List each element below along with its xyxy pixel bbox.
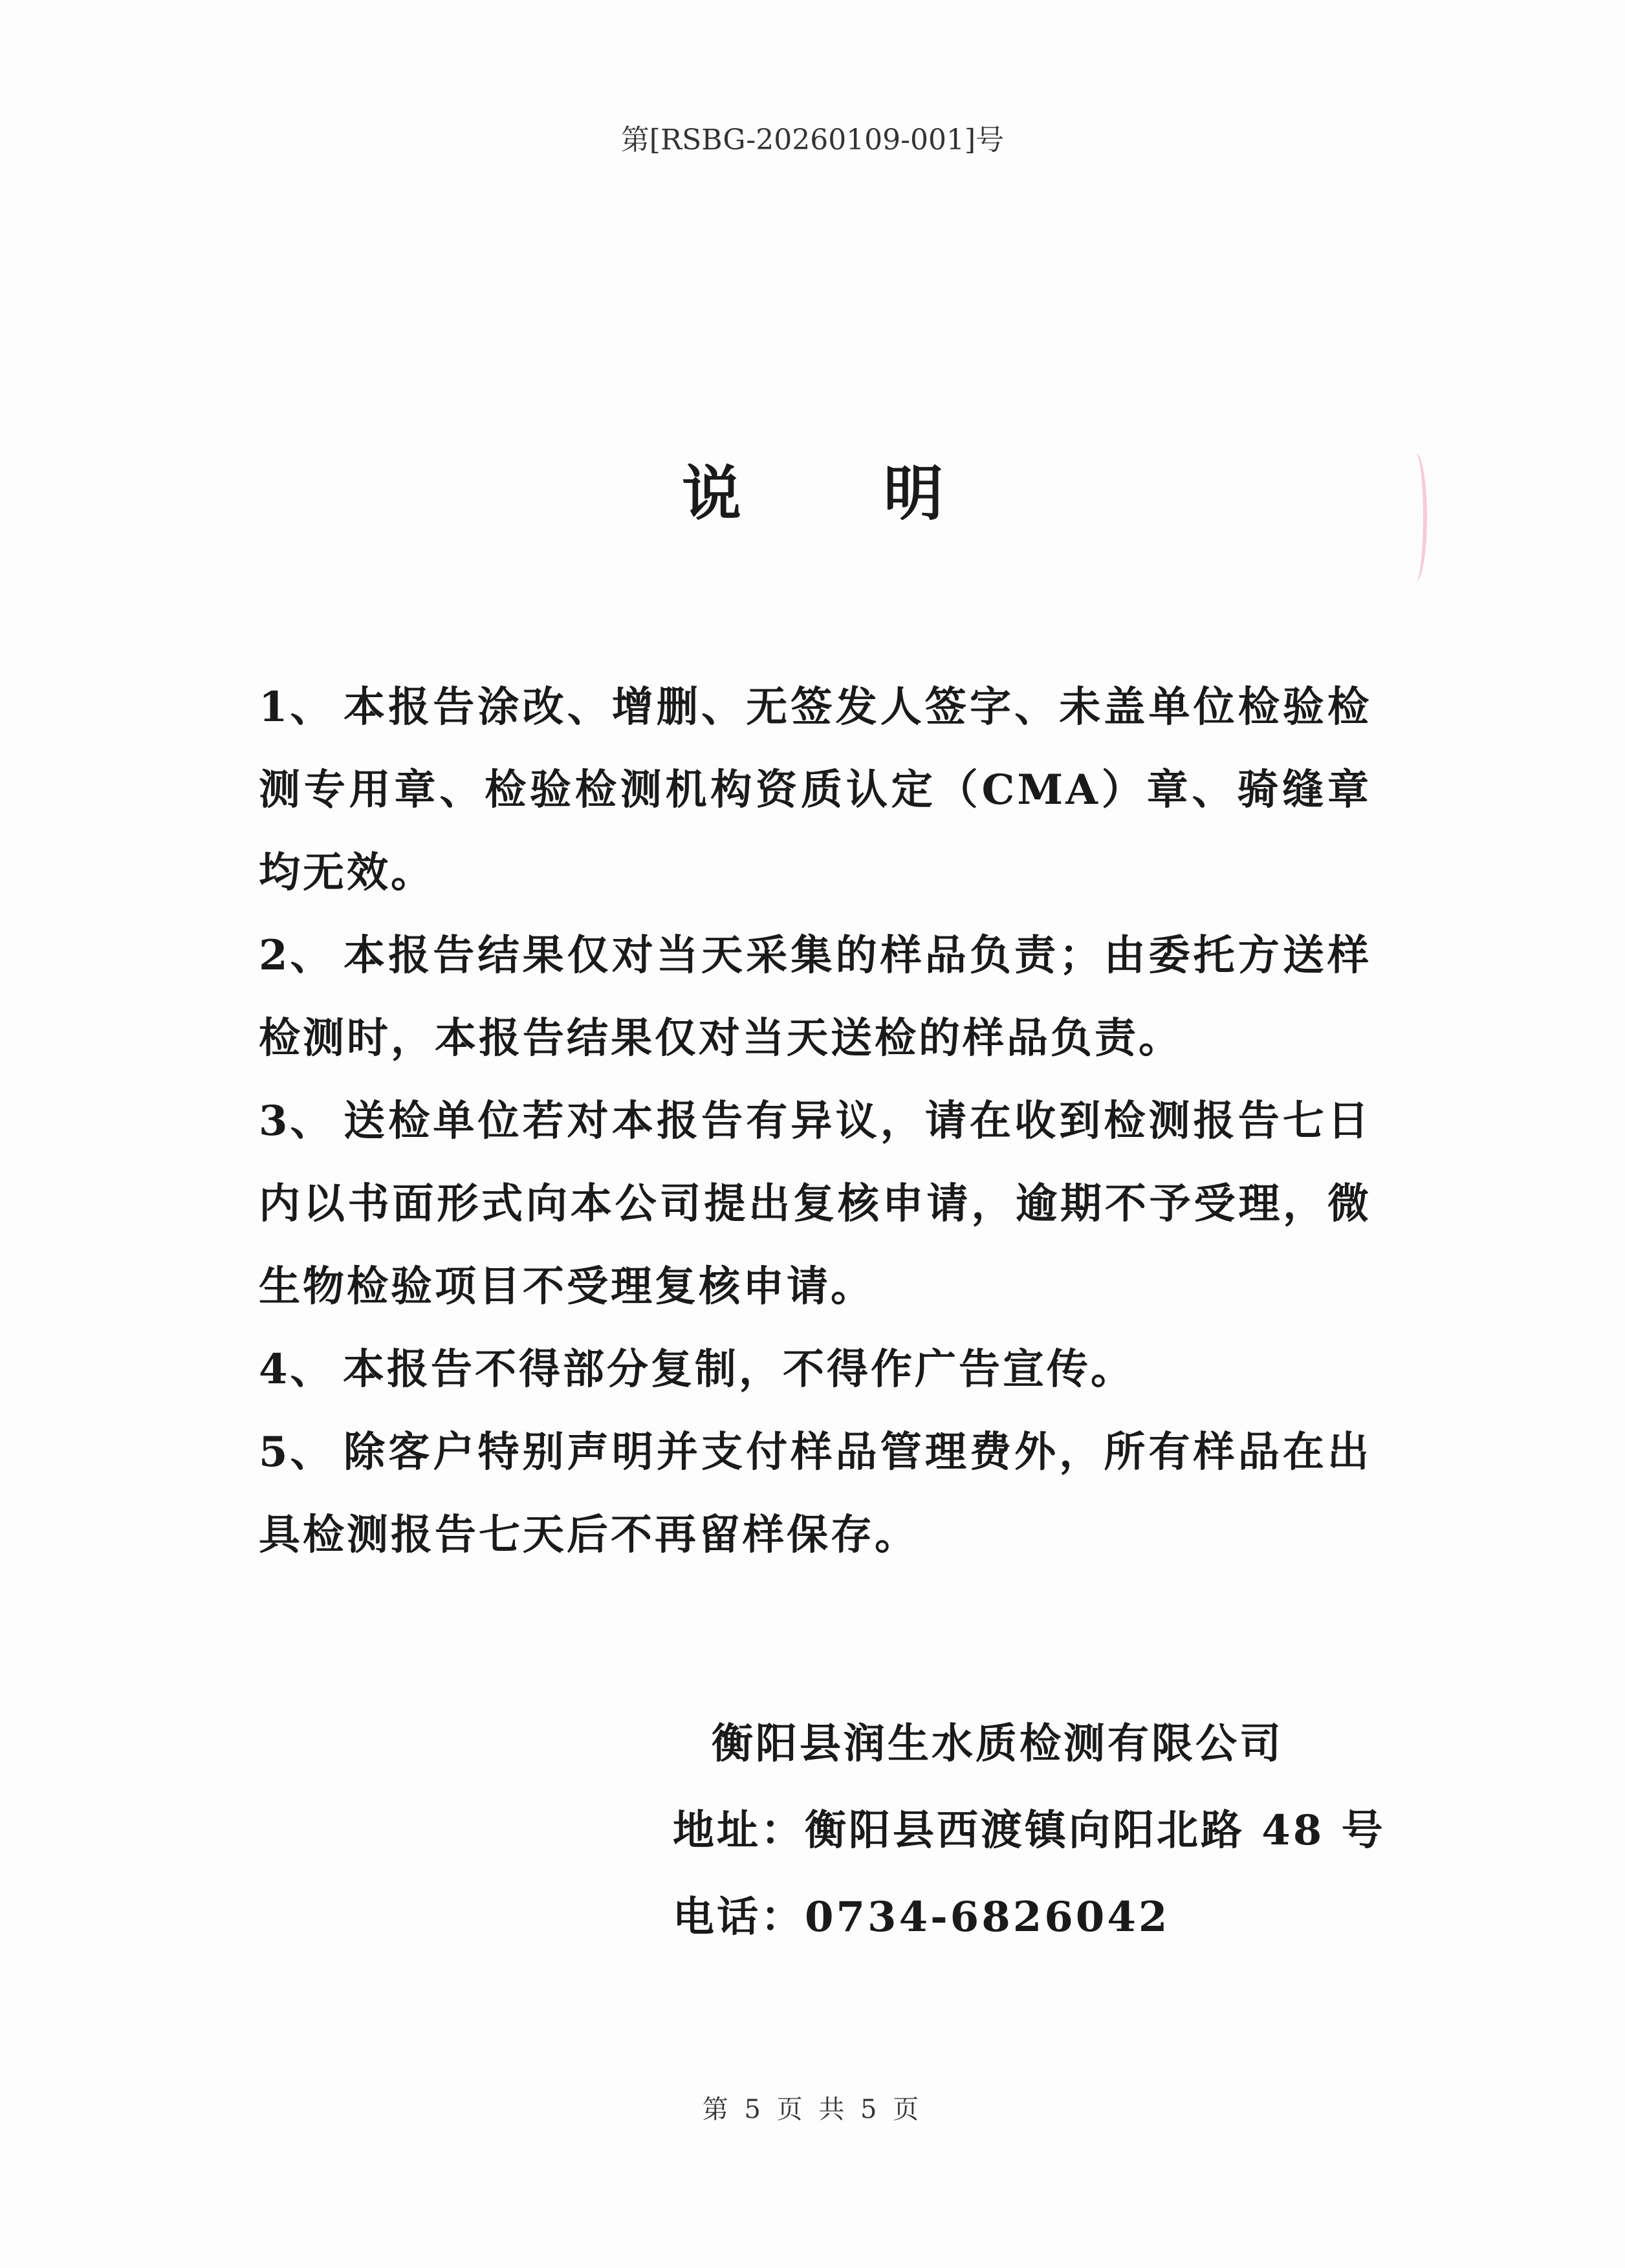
note-number: 2、 [259,931,334,980]
company-phone: 电话：0734-6826042 [673,1893,1170,1941]
page-footer: 第 5 页 共 5 页 [702,2095,923,2124]
note-item [259,914,1371,1080]
note-text: 本报告结果仅对当天采集的样品负责；由委托方送样检测时，本报告结果仅对当天送检的样品负责。 [259,931,1371,1063]
note-text: 送检单位若对本报告有异议，请在收到检测报告七日内以书面形式向本公司提出复核申请，逾期不予受理，微生物检验项目不受理复核申请。 [259,1097,1371,1311]
note-item [259,1080,1371,1328]
company-info [673,1701,1449,1961]
page-title: 说明 [682,459,1085,528]
note-number: 5、 [259,1428,334,1476]
note-number: 3、 [259,1097,334,1145]
note-number: 1、 [259,683,334,731]
report-number: 第[RSBG-20260109-001]号 [620,124,1005,157]
company-address: 地址：衡阳县西渡镇向阳北路 48 号 [673,1806,1386,1855]
note-text: 本报告不得部分复制，不得作广告宣传。 [343,1345,1135,1394]
company-name: 衡阳县润生水质检测有限公司 [712,1720,1283,1768]
note-item [259,1411,1371,1577]
note-item [259,1328,1371,1411]
note-text: 本报告涂改、增删、无签发人签字、未盖单位检验检测专用章、检验检测机构资质认定（CMA）章、骑缝章均无效。 [259,683,1371,897]
note-number: 4、 [259,1345,334,1394]
note-text: 除客户特别声明并支付样品管理费外，所有样品在出具检测报告七天后不再留样保存。 [259,1428,1371,1559]
note-item [259,666,1371,914]
notes-list [259,666,1371,1577]
